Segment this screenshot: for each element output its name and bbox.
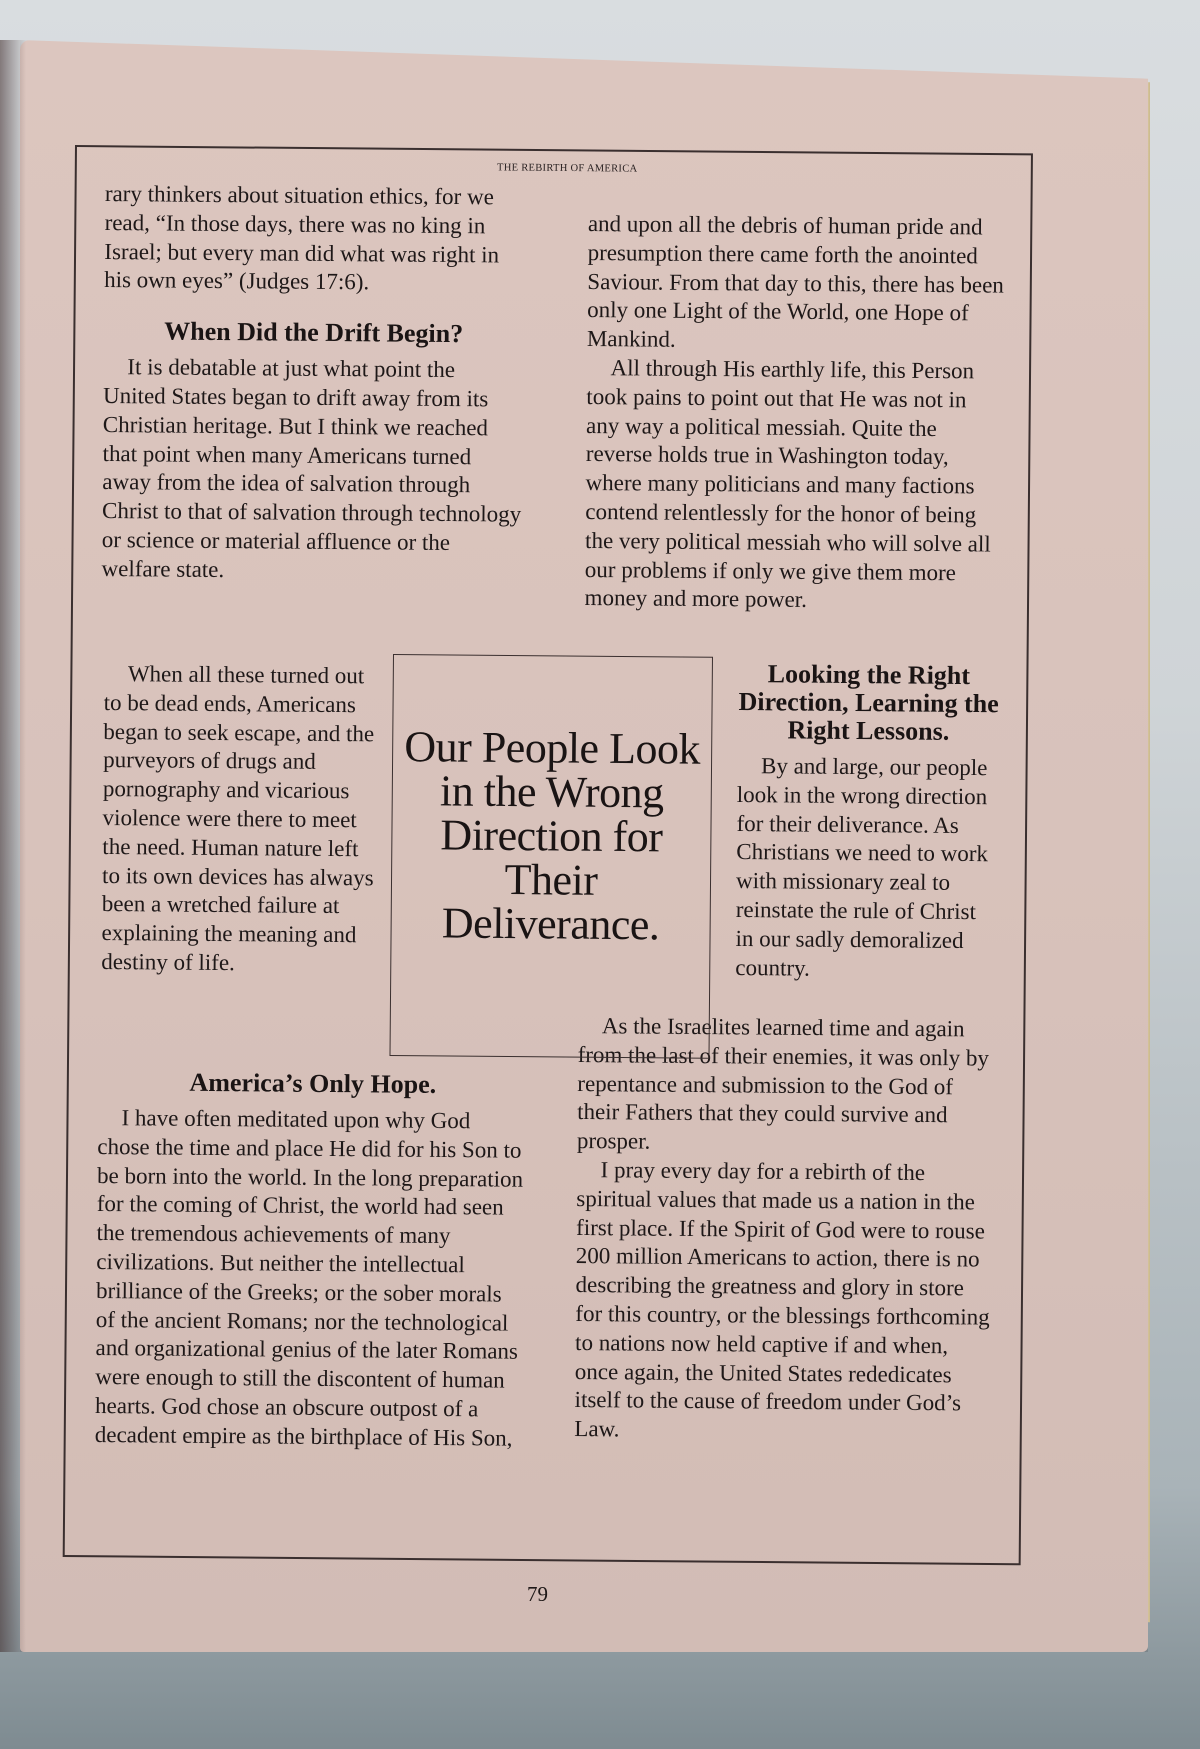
right-column-bottom: [574, 1012, 998, 1448]
paragraph: As the Israelites learned time and again from the last of their enemies, it was only by repentance and submission to the God of their Fathers that they could survive and prosper.: [576, 1013, 990, 1154]
paragraph: By and large, our people look in the wrong direction for their deliverance. As Christians we need to work with missionary zeal to reinstate the rule of Christ in our sadly demoralized country.: [735, 753, 989, 981]
paragraph: I pray every day for a rebirth of the spiritual values that made us a nation in the first place. If the Spirit of God were to rouse 200 million Americans to action, there is no describing the greatness and glory in store for this country, or the blessings forthcoming to nations now held captive if and when, once again, the United States rededicates itself to the cause of freedom under God’s Law.: [574, 1157, 990, 1442]
page-gutter-shadow: [0, 40, 26, 1652]
left-column-bottom: [95, 1068, 528, 1453]
paragraph: I have often meditated upon why God chose the time and place He did for his Son to be born into the world. In the long preparation for the coming of Christ, the world had seen the tremendous achievements of many civilizations. But neither the intellectual brilliance of the Greeks; or the sober morals of the ancient Romans; nor the technological and organizational genius of the later Romans were enough to still the discontent of human hearts. God chose an obscure outpost of a decadent empire as the birthplace of His Son,: [94, 1105, 524, 1451]
heading-drift: When Did the Drift Begin?: [164, 316, 464, 349]
right-column-middle: [735, 660, 1000, 985]
right-column-top: [584, 210, 1006, 617]
paragraph: and upon all the debris of human pride and presumption there came forth the anointed Saviour. From that day to this, there has been only one Light of the World, one Hope of Mankind.: [586, 210, 1004, 352]
pull-quote: Our People Look in the Wrong Direction for Their Deliverance.: [404, 722, 701, 950]
page-number: 79: [527, 1582, 548, 1606]
paragraph: It is debatable at just what point the United States began to drift away from its Christian heritage. But I think we reached that point when many Americans turned away from the idea of salvation through Christ to that of salvation through technology or science or material affluence or the welfare state.: [101, 354, 522, 582]
left-column-top: [101, 180, 525, 587]
running-head: THE REBIRTH OF AMERICA: [496, 162, 638, 175]
left-column-middle: [101, 660, 376, 979]
heading-only-hope: America’s Only Hope.: [189, 1067, 437, 1099]
pull-quote-box: [389, 654, 712, 1059]
paragraph: rary thinkers about situation ethics, for we read, “In those days, there was no king in Israel; but every man did what was right in his own eyes” (Judges 17:6).: [104, 180, 500, 295]
paragraph: When all these turned out to be dead ends, Americans began to seek escape, and the purveyors of drugs and pornography and vicarious violence were there to meet the need. Human nature left to its own devices has always been a wretched failure at explaining the meaning and destiny of life.: [101, 661, 375, 976]
heading-right-direction: Looking the Right Direction, Learning the Right Lessons.: [738, 659, 999, 746]
paragraph: All through His earthly life, this Person took pains to point out that He was not in any way a political messiah. Quite the reverse holds true in Washington today, where many politicians and many factions contend relentlessly for the honor of being the very political messiah who will solve all our problems if only we give them more money and more power.: [584, 355, 991, 613]
